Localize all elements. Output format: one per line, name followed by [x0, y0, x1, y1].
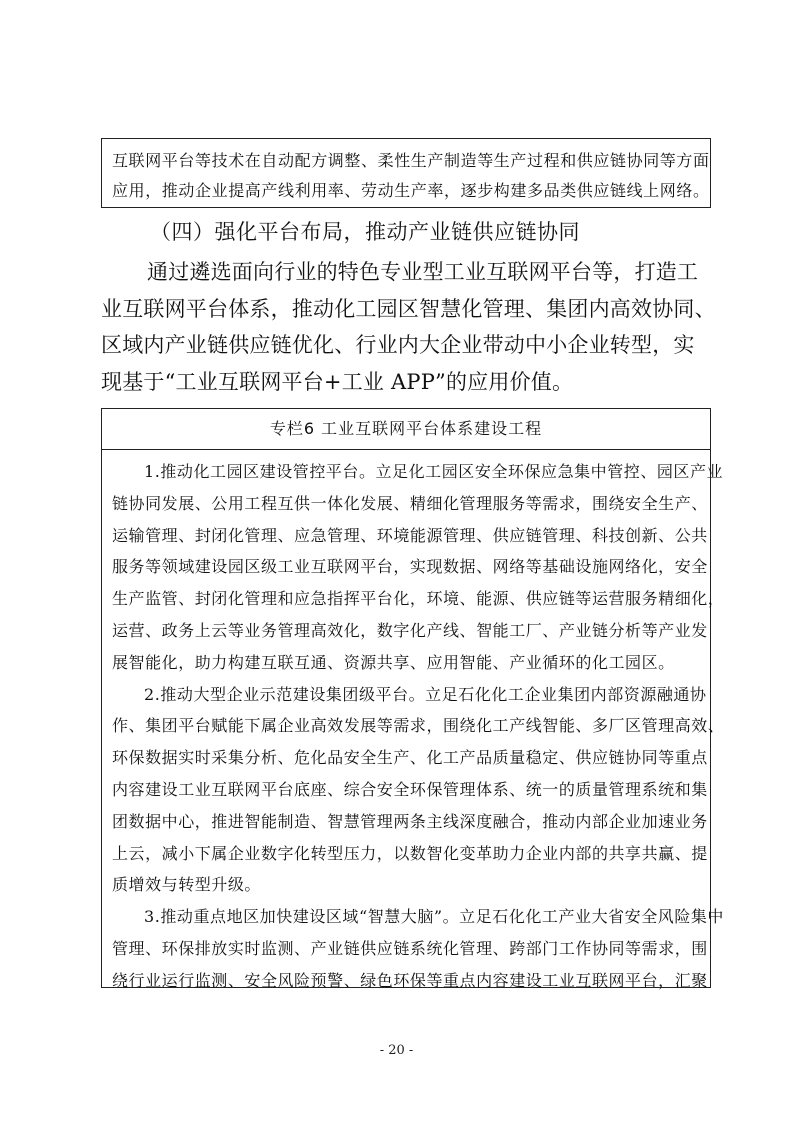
- continued-text-box: [101, 138, 711, 208]
- column-item-line: 运营、政务上云等业务管理高效化，数字化产线、智能工厂、产业链分析等产业发: [112, 620, 708, 640]
- column-item-line: 1.推动化工园区建设管控平台。立足化工园区安全环保应急集中管控、园区产业: [144, 462, 724, 481]
- page-number: - 20 -: [379, 1043, 414, 1058]
- column-item-line: 作、集团平台赋能下属企业高效发展等需求，围绕化工产线智能、多厂区管理高效、: [112, 716, 725, 736]
- column-box-title: 专栏6 工业互联网平台体系建设工程: [102, 409, 710, 450]
- column-item: [112, 901, 724, 996]
- paragraph-line: 现基于“工业互联网平台+工业 APP”的应用价值。: [101, 369, 574, 394]
- section-heading: （四）强化平台布局，推动产业链供应链协同: [150, 220, 580, 244]
- column-item-line: 内容建设工业互联网平台底座、综合安全环保管理体系、统一的质量管理系统和集: [112, 779, 708, 799]
- column-item-line: 上云，减小下属企业数字化转型压力，以数智化变革助力企业内部的共享共赢、提: [112, 843, 708, 863]
- body-paragraph: [101, 254, 716, 400]
- column-item-line: 生产监管、封闭化管理和应急指挥平台化，环境、能源、供应链等运营服务精细化，: [112, 589, 725, 609]
- column-box: [101, 408, 725, 990]
- column-item-line: 展智能化，助力构建互联互通、资源共享、应用智能、产业循环的化工园区。: [112, 652, 675, 672]
- column-item-line: 绕行业运行监测、安全风险预警、绿色环保等重点内容建设工业互联网平台，汇聚: [112, 970, 708, 990]
- paragraph-line: 区域内产业链供应链优化、行业内大企业带动中小企业转型，实: [101, 333, 695, 357]
- column-item-line: 环保数据实时采集分析、危化品安全生产、化工产品质量稳定、供应链协同等重点: [112, 748, 708, 768]
- column-item-line: 质增效与转型升级。: [112, 875, 261, 895]
- column-item-line: 链协同发展、公用工程互供一体化发展、精细化管理服务等需求，围绕安全生产、: [112, 493, 708, 513]
- column-item-line: 3.推动重点地区加快建设区域“智慧大脑”。立足石化化工产业大省安全风险集中: [144, 907, 724, 927]
- column-item-line: 服务等领域建设园区级工业互联网平台，实现数据、网络等基础设施网络化，安全: [112, 557, 708, 577]
- column-item-line: 2.推动大型企业示范建设集团级平台。立足石化化工企业集团内部资源融通协: [144, 684, 707, 704]
- column-item: [112, 456, 725, 679]
- column-item-line: 管理、环保排放实时监测、产业链供应链系统化管理、跨部门工作协同等需求，围: [112, 938, 708, 958]
- column-item-line: 团数据中心，推进智能制造、智慧管理两条主线深度融合，推动内部企业加速业务: [112, 811, 708, 831]
- column-item-line: 运输管理、封闭化管理、应急管理、环境能源管理、供应链管理、科技创新、公共: [112, 525, 708, 545]
- paragraph-line: 业互联网平台体系，推动化工园区智慧化管理、集团内高效协同、: [101, 296, 716, 321]
- paragraph-line: 通过遴选面向行业的特色专业型工业互联网平台等，打造工: [147, 260, 699, 284]
- box-text-line: 应用，推动企业提高产线利用率、劳动生产率，逐步构建多品类供应链线上网络。: [112, 181, 710, 200]
- column-item: [112, 679, 725, 902]
- box-text-line: 互联网平台等技术在自动配方调整、柔性生产制造等生产过程和供应链协同等方面: [112, 151, 710, 170]
- column-box-body: [102, 450, 725, 997]
